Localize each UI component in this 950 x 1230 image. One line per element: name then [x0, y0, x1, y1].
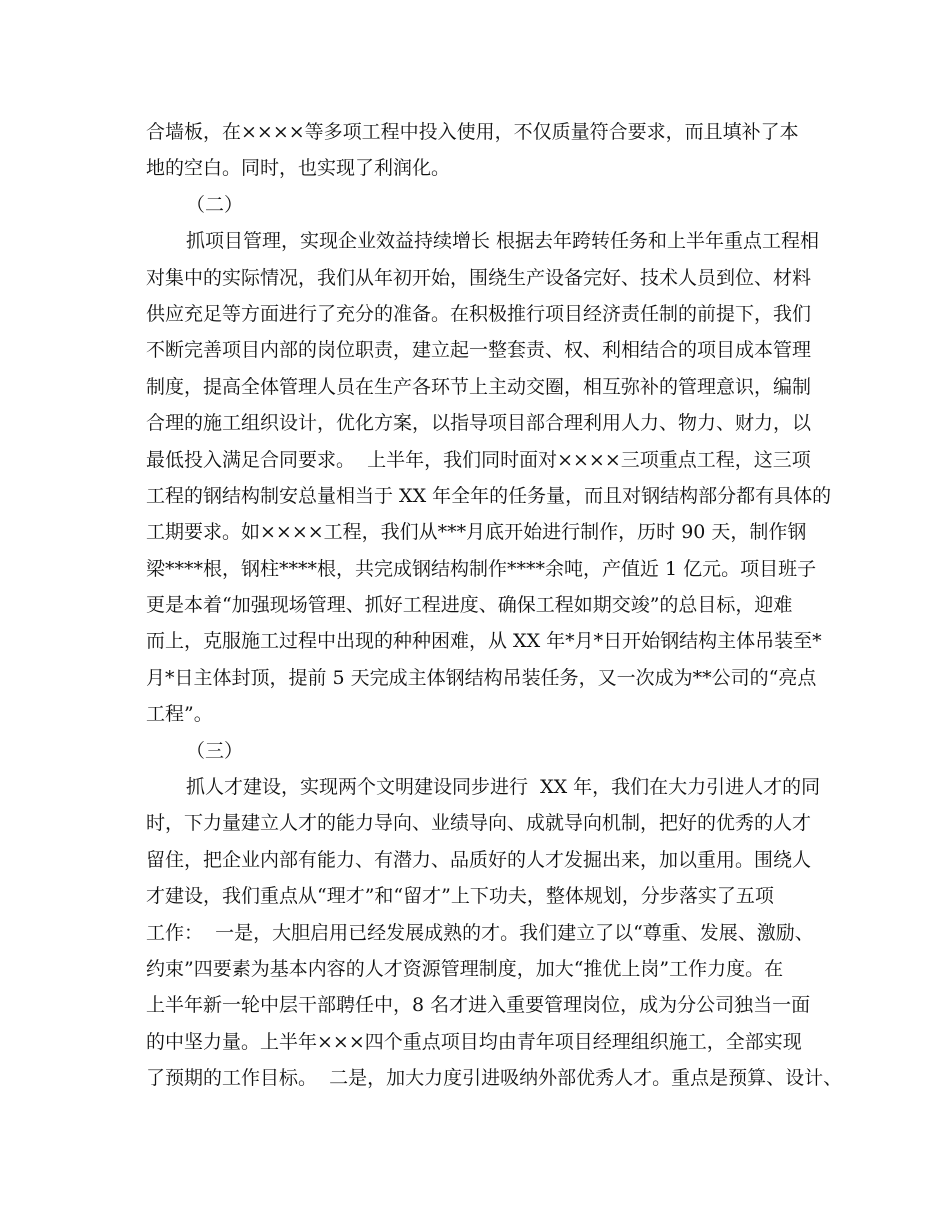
text-line: 留住，把企业内部有能力、有潜力、品质好的人才发掘出来，加以重用。围绕人	[146, 848, 812, 871]
text-line: 月*日主体封顶，提前 5 天完成主体钢结构吊装任务，又一次成为**公司的“亮点	[146, 666, 817, 689]
paragraph-start: 抓人才建设，实现两个文明建设同步进行 XX 年，我们在大力引进人才的同	[186, 776, 821, 799]
text-line: 时，下力量建立人才的能力导向、业绩导向、成就导向机制，把好的优秀的人才	[146, 812, 812, 835]
text-line: 供应充足等方面进行了充分的准备。在积极推行项目经济责任制的前提下，我们	[146, 302, 812, 325]
text-line: 工作： 一是，大胆启用已经发展成熟的才。我们建立了以“尊重、发展、激励、	[146, 921, 814, 944]
text-line: 了预期的工作目标。 二是，加大力度引进吸纳外部优秀人才。重点是预算、设计、	[146, 1067, 843, 1090]
text-line: 约束”四要素为基本内容的人才资源管理制度，加大“推优上岗”工作力度。在	[146, 957, 784, 980]
paragraph-start: 抓项目管理，实现企业效益持续增长 根据去年跨转任务和上半年重点工程相	[186, 230, 820, 253]
text-line: 更是本着“加强现场管理、抓好工程进度、确保工程如期交竣”的总目标，迎难	[146, 594, 793, 617]
text-line: 工程”。	[146, 703, 213, 726]
text-line: 不断完善项目内部的岗位职责，建立起一整套责、权、利相结合的项目成本管理	[146, 339, 812, 362]
section-heading: （三）	[186, 739, 244, 762]
text-line: 工程的钢结构制安总量相当于 XX 年全年的任务量，而且对钢结构部分都有具体的	[146, 484, 832, 507]
text-line: 最低投入满足合同要求。 上半年，我们同时面对××××三项重点工程，这三项	[146, 448, 811, 471]
text-line: 的中坚力量。上半年×××四个重点项目均由青年项目经理组织施工，全部实现	[146, 1030, 802, 1053]
section-heading: （二）	[186, 193, 244, 216]
text-line: 而上，克服施工过程中出现的种种困难，从 XX 年*月*日开始钢结构主体吊装至*	[146, 630, 822, 653]
text-line: 梁****根，钢柱****根，共完成钢结构制作****余吨，产值近 1 亿元。项目班子	[146, 557, 817, 580]
text-line: 工期要求。如××××工程，我们从***月底开始进行制作，历时 90 天，制作钢	[146, 521, 807, 544]
document-body	[146, 114, 843, 1097]
text-line: 上半年新一轮中层干部聘任中，8 名才进入重要管理岗位，成为分公司独当一面	[146, 994, 811, 1017]
text-line: 合理的施工组织设计，优化方案，以指导项目部合理利用人力、物力、财力，以	[146, 412, 812, 435]
text-line: 才建设，我们重点从“理才”和“留才”上下功夫，整体规划，分步落实了五项	[146, 885, 774, 908]
text-line: 制度，提高全体管理人员在生产各环节上主动交圈，相互弥补的管理意识，编制	[146, 375, 812, 398]
text-line: 对集中的实际情况，我们从年初开始，围绕生产设备完好、技术人员到位、材料	[146, 266, 812, 289]
text-line: 地的空白。同时，也实现了利润化。	[146, 157, 451, 180]
text-line: 合墙板，在××××等多项工程中投入使用，不仅质量符合要求，而且填补了本	[146, 121, 799, 143]
